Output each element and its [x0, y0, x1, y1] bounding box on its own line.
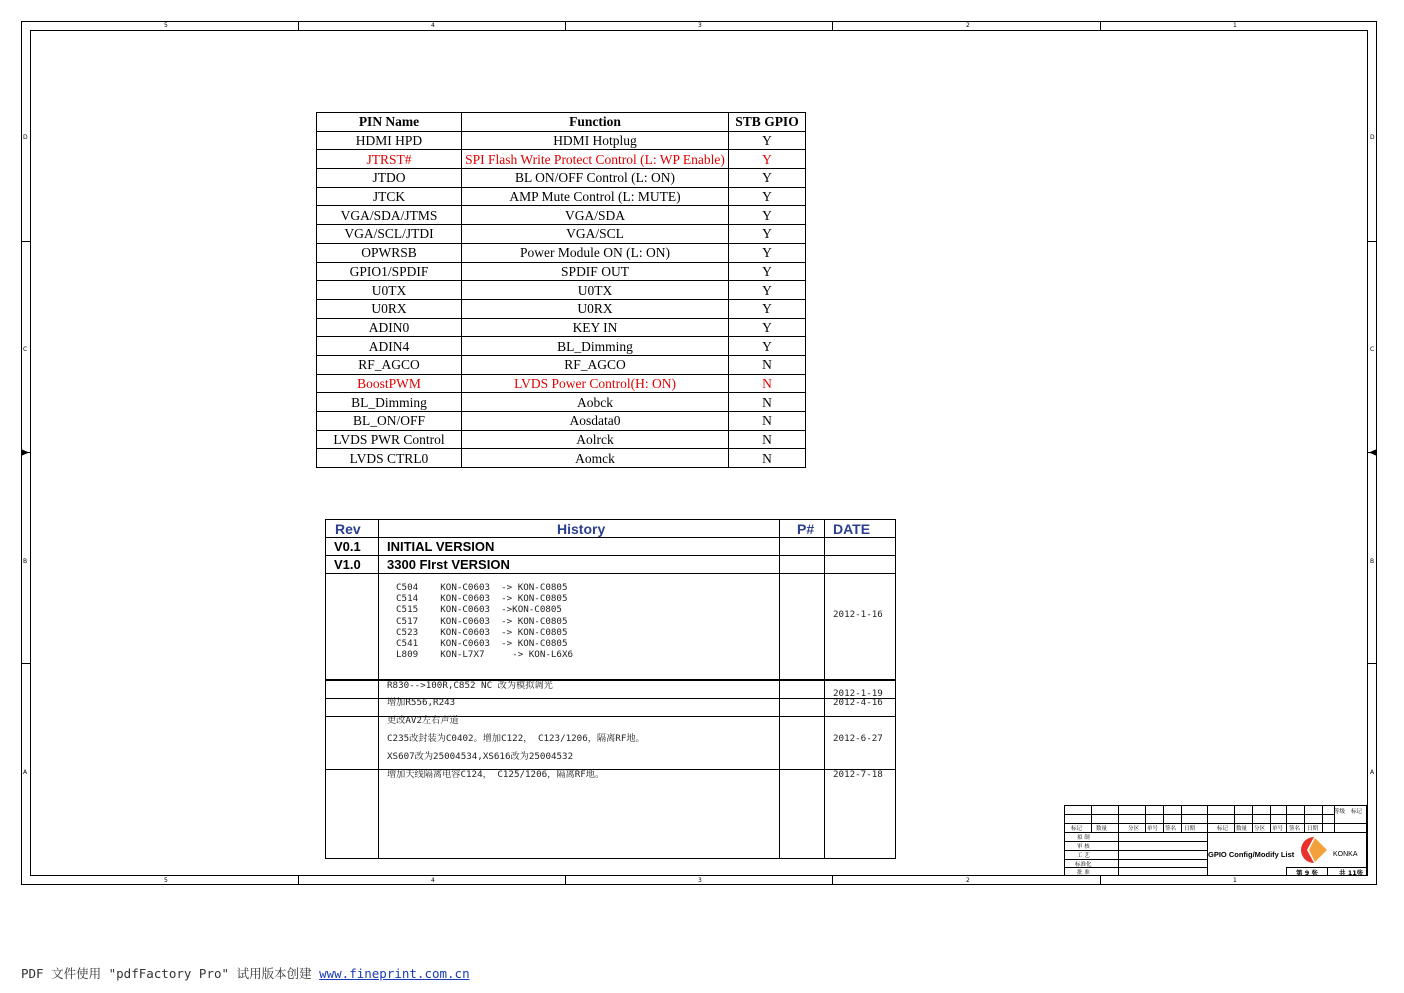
sheet-total: 共 11张	[1339, 869, 1364, 877]
function-cell: VGA/SCL	[462, 225, 729, 244]
pin-name-cell: JTRST#	[317, 150, 462, 169]
stb-gpio-cell: N	[729, 449, 806, 468]
zone-label-bottom: 2	[966, 877, 970, 884]
zone-label-top: 1	[1233, 22, 1237, 29]
change-date: 2012-1-19	[833, 688, 883, 699]
change-entry: 更改AV2左右声道	[387, 715, 459, 726]
rev-v10-text: 3300 FIrst VERSION	[387, 557, 510, 572]
gpio-table-row	[317, 150, 806, 169]
change-entry: C235改封装为C0402。增加C122， C123/1206，隔离RF地。	[387, 733, 645, 744]
gpio-table-row	[317, 374, 806, 393]
rev-col-label: 签名	[1289, 826, 1301, 832]
pin-name-cell: ADIN4	[317, 337, 462, 356]
function-cell: SPI Flash Write Protect Control (L: WP Enable)	[462, 150, 729, 169]
change-date: 2012-1-16	[833, 609, 883, 620]
gpio-table-row	[317, 318, 806, 337]
gpio-table-row	[317, 337, 806, 356]
stb-gpio-cell: Y	[729, 187, 806, 206]
zone-divider	[21, 663, 30, 664]
zone-label-top: 2	[966, 22, 970, 29]
stb-gpio-cell: Y	[729, 206, 806, 225]
stb-gpio-cell: Y	[729, 131, 806, 150]
zone-label-bottom: 1	[1233, 877, 1237, 884]
konka-logo-icon	[1297, 835, 1331, 865]
gpio-table-row	[317, 131, 806, 150]
function-cell: HDMI Hotplug	[462, 131, 729, 150]
change-entry: 增加天线隔离电容C124， C125/1206，隔离RF地。	[387, 769, 605, 780]
gpio-table-row	[317, 206, 806, 225]
gpio-table-header-row	[317, 113, 806, 132]
stb-gpio-cell: Y	[729, 169, 806, 188]
stb-gpio-cell: Y	[729, 150, 806, 169]
function-cell: Aomck	[462, 449, 729, 468]
rev-col-label: 分区	[1128, 826, 1140, 832]
stb-gpio-cell: N	[729, 374, 806, 393]
zone-divider	[565, 876, 566, 885]
rev-col-label: 数量	[1096, 826, 1108, 832]
pin-name-cell: HDMI HPD	[317, 131, 462, 150]
gpio-config-table	[316, 112, 806, 468]
change-list-block: C504 KON-C0603 -> KON-C0805 C514 KON-C0603 -> KON-C0805 C515 KON-C0603 ->KON-C0805 C517 KON-C0603 -> KON-C0805 C523 KON-C0603 -> KON-C0805 C541 KON-C0603 -> KON-C0805 L809 KON-L7X7 -> KON-L6X6	[396, 582, 574, 661]
gpio-table-row	[317, 449, 806, 468]
col-header-pin-name: PIN Name	[317, 113, 462, 132]
pin-name-cell: BL_ON/OFF	[317, 412, 462, 431]
zone-divider	[1368, 663, 1377, 664]
mark-label: 标记	[1351, 809, 1363, 815]
center-arrow-right-icon	[1368, 448, 1377, 457]
gpio-table-row	[317, 225, 806, 244]
zone-divider	[298, 876, 299, 885]
function-cell: Aosdata0	[462, 412, 729, 431]
zone-label-top: 4	[431, 22, 435, 29]
function-cell: VGA/SDA	[462, 206, 729, 225]
title-block	[1064, 805, 1367, 876]
gpio-table-row	[317, 243, 806, 262]
rev-col-label: 数量	[1236, 826, 1248, 832]
role-label: 批 准	[1077, 870, 1090, 876]
function-cell: AMP Mute Control (L: MUTE)	[462, 187, 729, 206]
rev-col-label: 日期	[1184, 826, 1196, 832]
stb-gpio-cell: Y	[729, 225, 806, 244]
function-cell: KEY IN	[462, 318, 729, 337]
function-cell: Power Module ON (L: ON)	[462, 243, 729, 262]
function-cell: BL_Dimming	[462, 337, 729, 356]
role-label: 审 核	[1077, 844, 1090, 850]
center-arrow-left-icon	[21, 448, 30, 457]
rev-v01: V0.1	[334, 539, 361, 554]
gpio-table-row	[317, 187, 806, 206]
pin-name-cell: BoostPWM	[317, 374, 462, 393]
gpio-table-row	[317, 299, 806, 318]
gpio-table-row	[317, 412, 806, 431]
col-header-p-number: P#	[797, 521, 815, 537]
change-entry: XS607改为25004534,XS616改为25004532	[387, 751, 574, 762]
zone-label-bottom: 3	[698, 877, 702, 884]
col-header-date: DATE	[833, 521, 871, 537]
change-date: 2012-6-27	[833, 733, 883, 744]
col-header-rev: Rev	[335, 521, 361, 537]
col-header-function: Function	[462, 113, 729, 132]
pin-name-cell: ADIN0	[317, 318, 462, 337]
zone-divider	[1100, 876, 1101, 885]
zone-label-left: B	[23, 558, 28, 565]
function-cell: LVDS Power Control(H: ON)	[462, 374, 729, 393]
zone-divider	[21, 241, 30, 242]
stb-gpio-cell: N	[729, 393, 806, 412]
function-cell: BL ON/OFF Control (L: ON)	[462, 169, 729, 188]
function-cell: SPDIF OUT	[462, 262, 729, 281]
level-label: 等级	[1334, 809, 1346, 815]
stb-gpio-cell: Y	[729, 243, 806, 262]
stb-gpio-cell: Y	[729, 281, 806, 300]
pin-name-cell: JTCK	[317, 187, 462, 206]
rev-col-label: 日期	[1307, 826, 1319, 832]
rev-col-label: 标记	[1071, 826, 1083, 832]
footer-link[interactable]: www.fineprint.com.cn	[319, 966, 470, 981]
role-label: 标准化	[1075, 862, 1092, 868]
pin-name-cell: VGA/SCL/JTDI	[317, 225, 462, 244]
function-cell: Aobck	[462, 393, 729, 412]
gpio-table-row	[317, 281, 806, 300]
zone-label-right: C	[1370, 346, 1375, 353]
pin-name-cell: VGA/SDA/JTMS	[317, 206, 462, 225]
stb-gpio-cell: N	[729, 355, 806, 374]
zone-label-bottom: 4	[431, 877, 435, 884]
sheet-number: 第 9 张	[1296, 869, 1319, 877]
change-entry: R830-->100R,C852 NC 改为模拟调光	[387, 680, 553, 691]
zone-divider	[565, 21, 566, 30]
role-label: 工 艺	[1077, 853, 1090, 859]
pin-name-cell: LVDS CTRL0	[317, 449, 462, 468]
stb-gpio-cell: Y	[729, 262, 806, 281]
gpio-table-row	[317, 393, 806, 412]
footer-text: PDF 文件使用 "pdfFactory Pro" 试用版本创建	[21, 966, 320, 981]
change-date: 2012-7-18	[833, 769, 883, 780]
rev-col-label: 标记	[1217, 826, 1229, 832]
pdf-footer	[21, 964, 470, 982]
zone-label-right: D	[1370, 134, 1375, 141]
rev-col-label: 签名	[1165, 826, 1177, 832]
zone-label-right: A	[1370, 769, 1375, 776]
pin-name-cell: U0TX	[317, 281, 462, 300]
function-cell: U0TX	[462, 281, 729, 300]
gpio-table-body	[317, 131, 806, 467]
zone-label-left: D	[23, 134, 28, 141]
gpio-table-row	[317, 262, 806, 281]
zone-divider	[1368, 241, 1377, 242]
gpio-table-row	[317, 355, 806, 374]
rev-col-label: 单号	[1272, 826, 1284, 832]
change-entry: 增加R556,R243	[387, 697, 456, 708]
zone-divider	[1100, 21, 1101, 30]
stb-gpio-cell: Y	[729, 337, 806, 356]
stb-gpio-cell: Y	[729, 318, 806, 337]
zone-divider	[832, 876, 833, 885]
col-header-history: History	[557, 521, 606, 537]
zone-label-bottom: 5	[164, 877, 168, 884]
role-label: 拟 制	[1077, 835, 1090, 841]
zone-label-left: A	[23, 769, 28, 776]
gpio-table-row	[317, 169, 806, 188]
function-cell: U0RX	[462, 299, 729, 318]
function-cell: Aolrck	[462, 430, 729, 449]
revision-history-table	[325, 519, 896, 859]
zone-label-right: B	[1370, 558, 1375, 565]
pin-name-cell: LVDS PWR Control	[317, 430, 462, 449]
stb-gpio-cell: N	[729, 412, 806, 431]
pin-name-cell: OPWRSB	[317, 243, 462, 262]
zone-label-left: C	[23, 346, 28, 353]
function-cell: RF_AGCO	[462, 355, 729, 374]
zone-label-top: 3	[698, 22, 702, 29]
pin-name-cell: GPIO1/SPDIF	[317, 262, 462, 281]
change-date: 2012-4-16	[833, 697, 883, 708]
stb-gpio-cell: Y	[729, 299, 806, 318]
stb-gpio-cell: N	[729, 430, 806, 449]
company-name: KONKA	[1333, 851, 1358, 858]
zone-divider	[298, 21, 299, 30]
rev-v01-text: INITIAL VERSION	[387, 539, 495, 554]
pin-name-cell: JTDO	[317, 169, 462, 188]
rev-col-label: 分区	[1254, 826, 1266, 832]
pin-name-cell: U0RX	[317, 299, 462, 318]
pin-name-cell: RF_AGCO	[317, 355, 462, 374]
col-header-stb-gpio: STB GPIO	[729, 113, 806, 132]
gpio-table-row	[317, 430, 806, 449]
rev-col-label: 单号	[1147, 826, 1159, 832]
pin-name-cell: BL_Dimming	[317, 393, 462, 412]
zone-label-top: 5	[164, 22, 168, 29]
rev-v10: V1.0	[334, 557, 361, 572]
drawing-title: GPIO Config/Modify List	[1208, 850, 1295, 859]
zone-divider	[832, 21, 833, 30]
